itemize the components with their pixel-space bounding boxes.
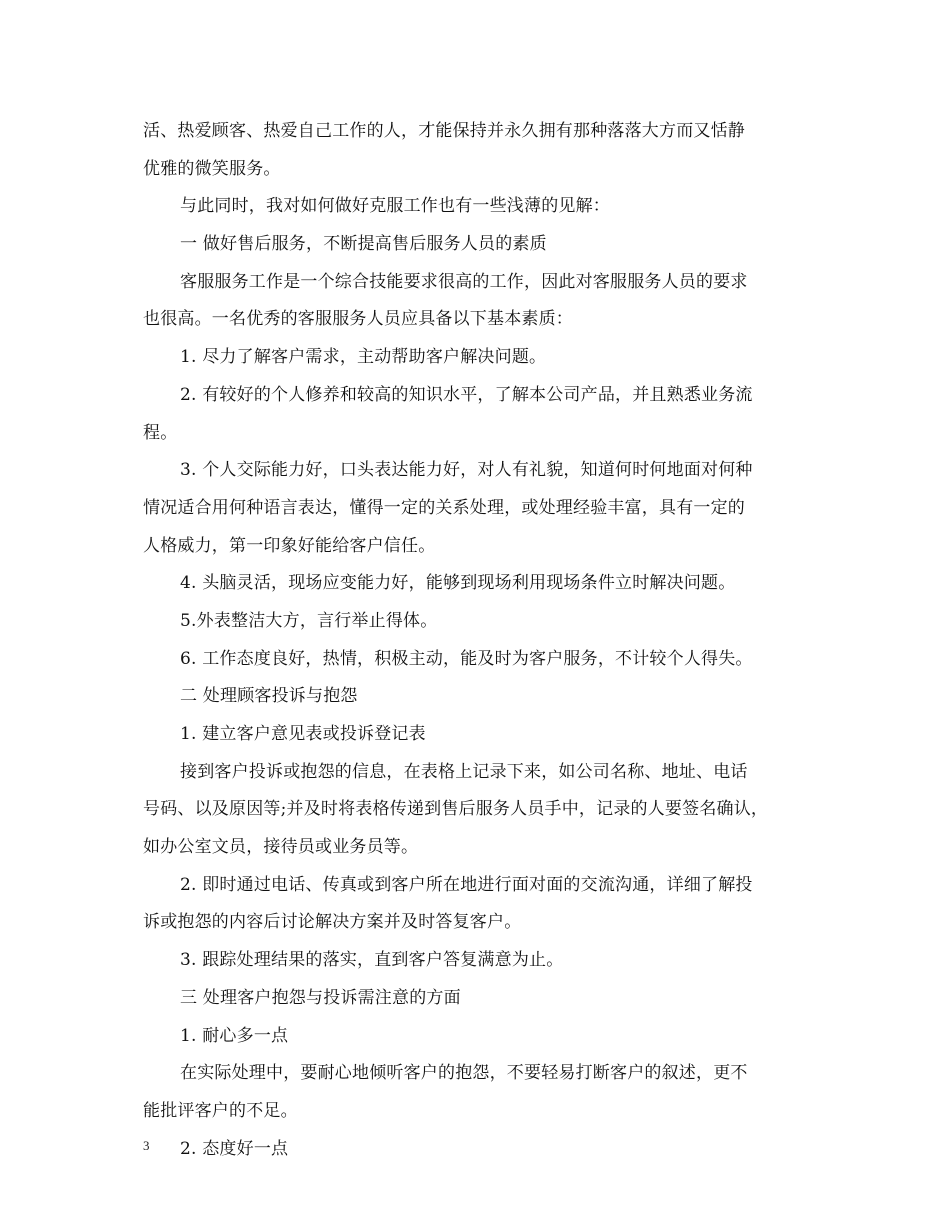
text-line: 三 处理客户抱怨与投诉需注意的方面 bbox=[180, 987, 461, 1008]
text-line: 1. 耐心多一点 bbox=[180, 1025, 289, 1046]
text-line: 1. 建立客户意见表或投诉登记表 bbox=[180, 724, 426, 744]
text-line: 与此同时，我对如何做好克服工作也有一些浅薄的见解： bbox=[180, 196, 610, 217]
page-number: 3 bbox=[143, 1138, 150, 1153]
text-line: 号码、以及原因等;并及时将表格传递到售后服务人员手中，记录的人要签名确认， bbox=[143, 799, 769, 820]
text-line: 人格威力，第一印象好能给客户信任。 bbox=[143, 535, 436, 556]
document-body bbox=[143, 113, 813, 1168]
text-line: 2. 态度好一点 bbox=[180, 1138, 289, 1159]
text-line: 6. 工作态度良好，热情，积极主动，能及时为客户服务，不计较个人得失。 bbox=[180, 648, 753, 669]
text-line: 如办公室文员，接待员或业务员等。 bbox=[143, 837, 419, 858]
text-line: 接到客户投诉或抱怨的信息，在表格上记录下来，如公司名称、地址、电话 bbox=[180, 761, 748, 782]
text-line: 3. 跟踪处理结果的落实，直到客户答复满意为止。 bbox=[180, 950, 564, 971]
text-line: 5.外表整洁大方，言行举止得体。 bbox=[180, 610, 438, 631]
text-line: 一 做好售后服务，不断提高售后服务人员的素质 bbox=[180, 234, 547, 255]
text-line: 二 处理顾客投诉与抱怨 bbox=[180, 686, 358, 707]
text-line: 4. 头脑灵活，现场应变能力好，能够到现场利用现场条件立时解决问题。 bbox=[180, 573, 736, 594]
text-line: 优雅的微笑服务。 bbox=[143, 158, 281, 179]
text-line: 3. 个人交际能力好，口头表达能力好，对人有礼貌，知道何时何地面对何种 bbox=[180, 460, 753, 481]
text-line: 情况适合用何种语言表达，懂得一定的关系处理，或处理经验丰富，具有一定的 bbox=[143, 497, 745, 518]
text-line: 诉或抱怨的内容后讨论解决方案并及时答复客户。 bbox=[143, 912, 522, 933]
text-line: 2. 有较好的个人修养和较高的知识水平，了解本公司产品，并且熟悉业务流 bbox=[180, 384, 753, 405]
text-line: 能批评客户的不足。 bbox=[143, 1100, 298, 1121]
text-line: 2. 即时通过电话、传真或到客户所在地进行面对面的交流沟通，详细了解投 bbox=[180, 874, 753, 895]
text-line: 1. 尽力了解客户需求，主动帮助客户解决问题。 bbox=[180, 347, 547, 368]
text-line: 客服服务工作是一个综合技能要求很高的工作，因此对客服服务人员的要求 bbox=[180, 271, 748, 292]
text-line: 程。 bbox=[143, 422, 178, 443]
text-line: 活、热爱顾客、热爱自己工作的人，才能保持并永久拥有那种落落大方而又恬静 bbox=[143, 121, 745, 141]
text-line: 也很高。一名优秀的客服服务人员应具备以下基本素质： bbox=[143, 309, 573, 330]
text-line: 在实际处理中，要耐心地倾听客户的抱怨，不要轻易打断客户的叙述，更不 bbox=[180, 1063, 748, 1084]
